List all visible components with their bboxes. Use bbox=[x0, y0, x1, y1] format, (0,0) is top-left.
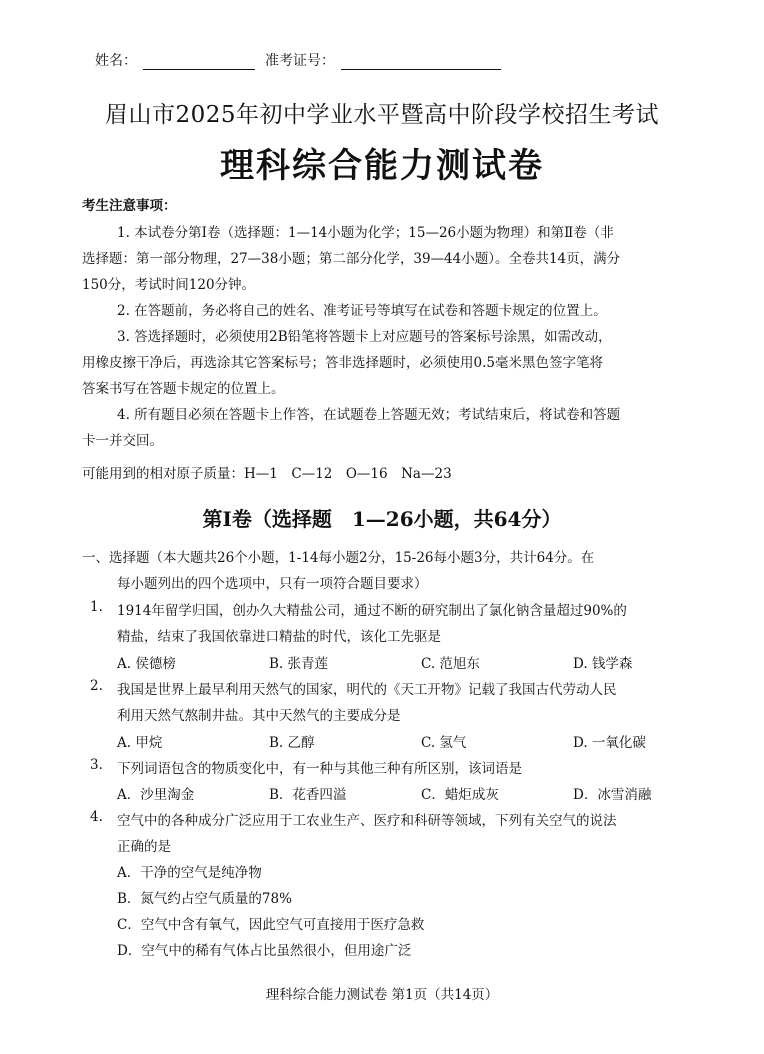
notice-item-3-line-1: 3. 答选择题时，必须使用2B铅笔将答题卡上对应题号的答案标号涂黑，如需改动， bbox=[117, 329, 612, 345]
answer-option: B. 乙醇 bbox=[269, 735, 315, 751]
notice-heading: 考生注意事项： bbox=[82, 198, 177, 214]
question-stem: 空气中的各种成分广泛应用于工农业生产、医疗和科研等领域，下列有关空气的说法 bbox=[117, 813, 617, 829]
question-stem: 利用天然气熬制井盐。其中天然气的主要成分是 bbox=[117, 708, 401, 724]
notice-item-1-line-2: 选择题：第一部分物理，27—38小题；第二部分化学，39—44小题）。全卷共14页，满分 bbox=[82, 251, 621, 267]
answer-option: A. 甲烷 bbox=[117, 735, 163, 751]
answer-option: B. 张青莲 bbox=[269, 656, 329, 672]
exam-title: 眉山市2025年初中学业水平暨高中阶段学校招生考试 bbox=[104, 102, 660, 128]
answer-option: C. 氢气 bbox=[421, 735, 467, 751]
section-instruction-line-2: 每小题列出的四个选项中，只有一项符合题目要求） bbox=[117, 576, 428, 592]
atomic-masses: 可能用到的相对原子质量：H—1 C—12 O—16 Na—23 bbox=[82, 466, 452, 482]
question-stem: 正确的是 bbox=[117, 839, 171, 855]
question-stem: 1914年留学归国，创办久大精盐公司，通过不断的研究制出了氯化钠含量超过90%的 bbox=[117, 603, 627, 619]
question-number: 3. bbox=[90, 757, 103, 773]
answer-option: A. 侯德榜 bbox=[117, 656, 176, 672]
answer-option: C．蜡炬成灰 bbox=[421, 787, 499, 803]
question-number: 4. bbox=[90, 809, 103, 825]
notice-item-4-line-2: 卡一并交回。 bbox=[82, 433, 163, 449]
answer-option: C. 范旭东 bbox=[421, 656, 480, 672]
candidate-info-line bbox=[95, 50, 501, 70]
page-footer: 理科综合能力测试卷 第1页（共14页） bbox=[265, 987, 499, 1003]
answer-option: D. 一氧化碳 bbox=[573, 735, 646, 751]
section-instruction-line-1: 一、选择题（本大题共26个小题，1-14每小题2分，15-26每小题3分，共计64分。在 bbox=[82, 550, 595, 566]
answer-option: D．空气中的稀有气体占比虽然很小，但用途广泛 bbox=[117, 943, 412, 959]
question-stem: 精盐，结束了我国依靠进口精盐的时代，该化工先驱是 bbox=[117, 629, 441, 645]
answer-option: B．花香四溢 bbox=[269, 787, 347, 803]
notice-item-3-line-3: 答案书写在答题卡规定的位置上。 bbox=[82, 381, 285, 397]
notice-item-4-line-1: 4. 所有题目必须在答题卡上作答，在试题卷上答题无效；考试结束后，将试卷和答题 bbox=[117, 407, 621, 423]
notice-item-1-line-1: 1. 本试卷分第Ⅰ卷（选择题：1—14小题为化学；15—26小题为物理）和第Ⅱ卷（非 bbox=[117, 225, 614, 241]
question-stem: 下列词语包含的物质变化中，有一种与其他三种有所区别，该词语是 bbox=[117, 761, 522, 777]
notice-item-2: 2. 在答题前，务必将自己的姓名、准考证号等填写在试卷和答题卡规定的位置上。 bbox=[117, 303, 607, 319]
notice-item-3-line-2: 用橡皮擦干净后，再选涂其它答案标号；答非选择题时，必须使用0.5毫米黑色签字笔将 bbox=[82, 355, 603, 371]
section-title: 第Ⅰ卷（选择题 1—26小题，共64分） bbox=[202, 507, 562, 531]
name-label: 姓名： bbox=[95, 53, 137, 69]
answer-option: C．空气中含有氧气，因此空气可直接用于医疗急救 bbox=[117, 917, 425, 933]
answer-option: A．沙里淘金 bbox=[117, 787, 195, 803]
answer-option: B．氮气约占空气质量的78% bbox=[117, 891, 292, 907]
answer-option: D. 钱学森 bbox=[573, 656, 633, 672]
name-blank bbox=[143, 55, 255, 70]
answer-option: A．干净的空气是纯净物 bbox=[117, 865, 262, 881]
notice-item-1-line-3: 150分，考试时间120分钟。 bbox=[82, 277, 256, 293]
question-number: 2. bbox=[90, 678, 103, 694]
answer-option: D．冰雪消融 bbox=[573, 787, 652, 803]
question-stem: 我国是世界上最早利用天然气的国家，明代的《天工开物》记载了我国古代劳动人民 bbox=[117, 682, 617, 698]
paper-title: 理科综合能力测试卷 bbox=[220, 146, 544, 186]
exam-id-label: 准考证号： bbox=[265, 53, 335, 69]
exam-id-blank bbox=[341, 55, 501, 70]
question-number: 1. bbox=[90, 599, 103, 615]
